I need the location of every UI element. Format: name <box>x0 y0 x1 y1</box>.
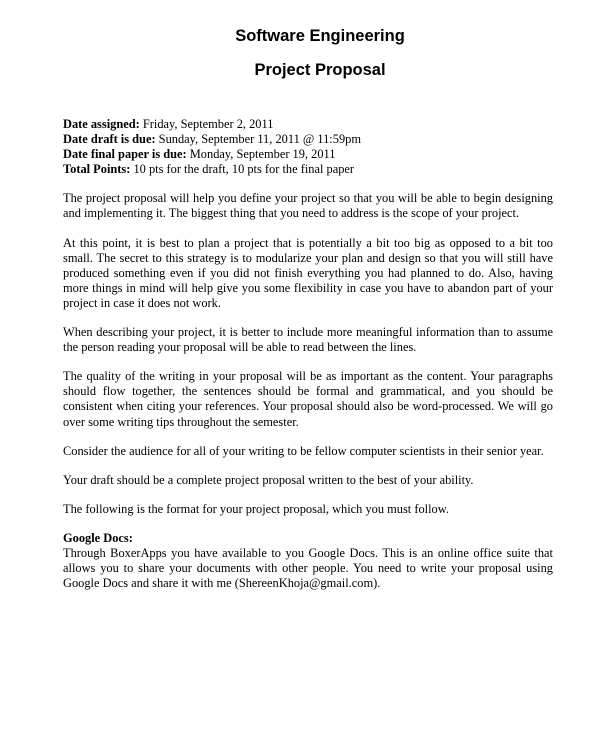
google-docs-text: Through BoxerApps you have available to you Google Docs. This is an online office suite that allows you to share your documents with other people. You need to write your proposal using Google Docs and share it with me (ShereenKhoja@gmail.com). <box>63 545 553 591</box>
paragraph: Consider the audience for all of your writing to be fellow computer scientists in their senior year. <box>63 443 544 458</box>
paragraph: When describing your project, it is better to include more meaningful information than to assume the person reading your proposal will be able to read between the lines. <box>63 325 553 355</box>
meta-value: Monday, September 19, 2011 <box>186 147 336 162</box>
paragraph: At this point, it is best to plan a project that is potentially a bit too big as opposed to a bit too small. The secret to this strategy is to modularize your plan and design so that you will still have produced something even if you did not finish everything you had planned to do. Also, having more things in mind will help give you some flexibility in case you have to abandon part of your project in case it does not work. <box>63 235 553 310</box>
paragraph: Your draft should be a complete project proposal written to the best of your ability. <box>63 472 474 487</box>
google-docs-heading: Google Docs: <box>63 530 133 545</box>
assignment-meta <box>63 117 553 177</box>
meta-value: 10 pts for the draft, 10 pts for the final paper <box>130 162 355 177</box>
total-points <box>63 162 553 177</box>
paragraph: The project proposal will help you define your project so that you will be able to begin designing and implementing it. The biggest thing that you need to address is the scope of your project. <box>63 191 553 221</box>
course-title: Software Engineering <box>235 27 405 45</box>
meta-value: Sunday, September 11, 2011 @ 11:59pm <box>155 132 361 147</box>
date-draft-due <box>63 132 553 147</box>
document-body <box>63 117 553 591</box>
meta-label: Date assigned: <box>63 117 140 131</box>
meta-label: Date final paper is due: <box>63 147 187 162</box>
meta-value: Friday, September 2, 2011 <box>139 117 274 131</box>
meta-label: Total Points: <box>63 162 131 177</box>
date-final-due <box>63 147 553 162</box>
paragraph: The following is the format for your project proposal, which you must follow. <box>63 501 449 516</box>
meta-label: Date draft is due: <box>63 132 156 147</box>
date-assigned <box>63 117 553 132</box>
google-docs-section <box>63 531 553 591</box>
document-title: Project Proposal <box>254 61 386 79</box>
paragraph: The quality of the writing in your proposal will be as important as the content. Your paragraphs should flow together, the sentences should be formal and grammatical, and you should be consistent when citing your references. Your proposal should also be word-processed. We will go over some writing tips throughout the semester. <box>63 369 553 429</box>
